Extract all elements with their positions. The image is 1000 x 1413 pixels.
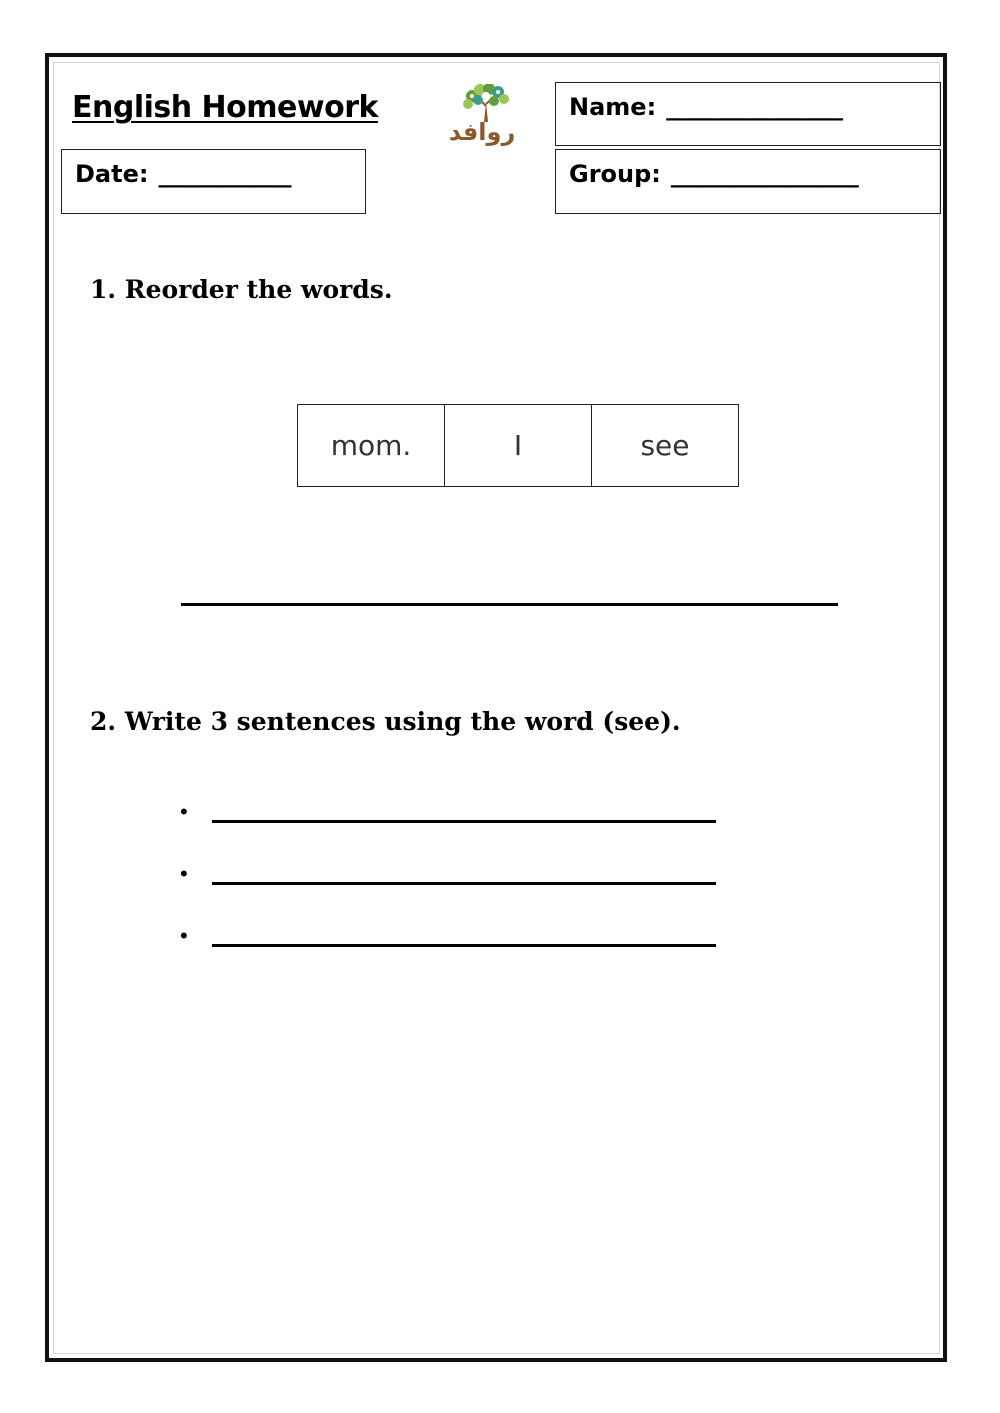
group-label: Group: (569, 160, 661, 188)
name-field[interactable]: ________________ (666, 93, 843, 121)
word-cell: see (592, 405, 739, 487)
bullet-icon: • (180, 861, 188, 886)
school-logo (432, 84, 532, 150)
bullet-icon: • (180, 799, 188, 824)
name-label: Name: (569, 93, 657, 121)
logo-text: روافد (448, 118, 516, 146)
bullet-icon: • (180, 923, 188, 948)
group-field[interactable]: _________________ (670, 160, 858, 188)
sentence-line-2 (180, 861, 720, 894)
page-title: English Homework (72, 90, 378, 125)
reorder-answer-line[interactable] (181, 603, 838, 606)
sentence-answer-line[interactable] (212, 944, 716, 947)
date-box (61, 149, 366, 214)
question-1-prompt: 1. Reorder the words. (90, 275, 393, 304)
date-field[interactable]: ____________ (158, 160, 291, 188)
sentence-answer-line[interactable] (212, 882, 716, 885)
word-table (297, 404, 739, 487)
sentence-answer-line[interactable] (212, 820, 716, 823)
sentence-line-1 (180, 799, 720, 832)
name-box (555, 82, 941, 146)
word-cell: I (445, 405, 592, 487)
sentence-line-3 (180, 923, 720, 956)
word-cell: mom. (298, 405, 445, 487)
date-label: Date: (75, 160, 149, 188)
group-box (555, 149, 941, 214)
question-2-prompt: 2. Write 3 sentences using the word (see). (90, 707, 681, 736)
